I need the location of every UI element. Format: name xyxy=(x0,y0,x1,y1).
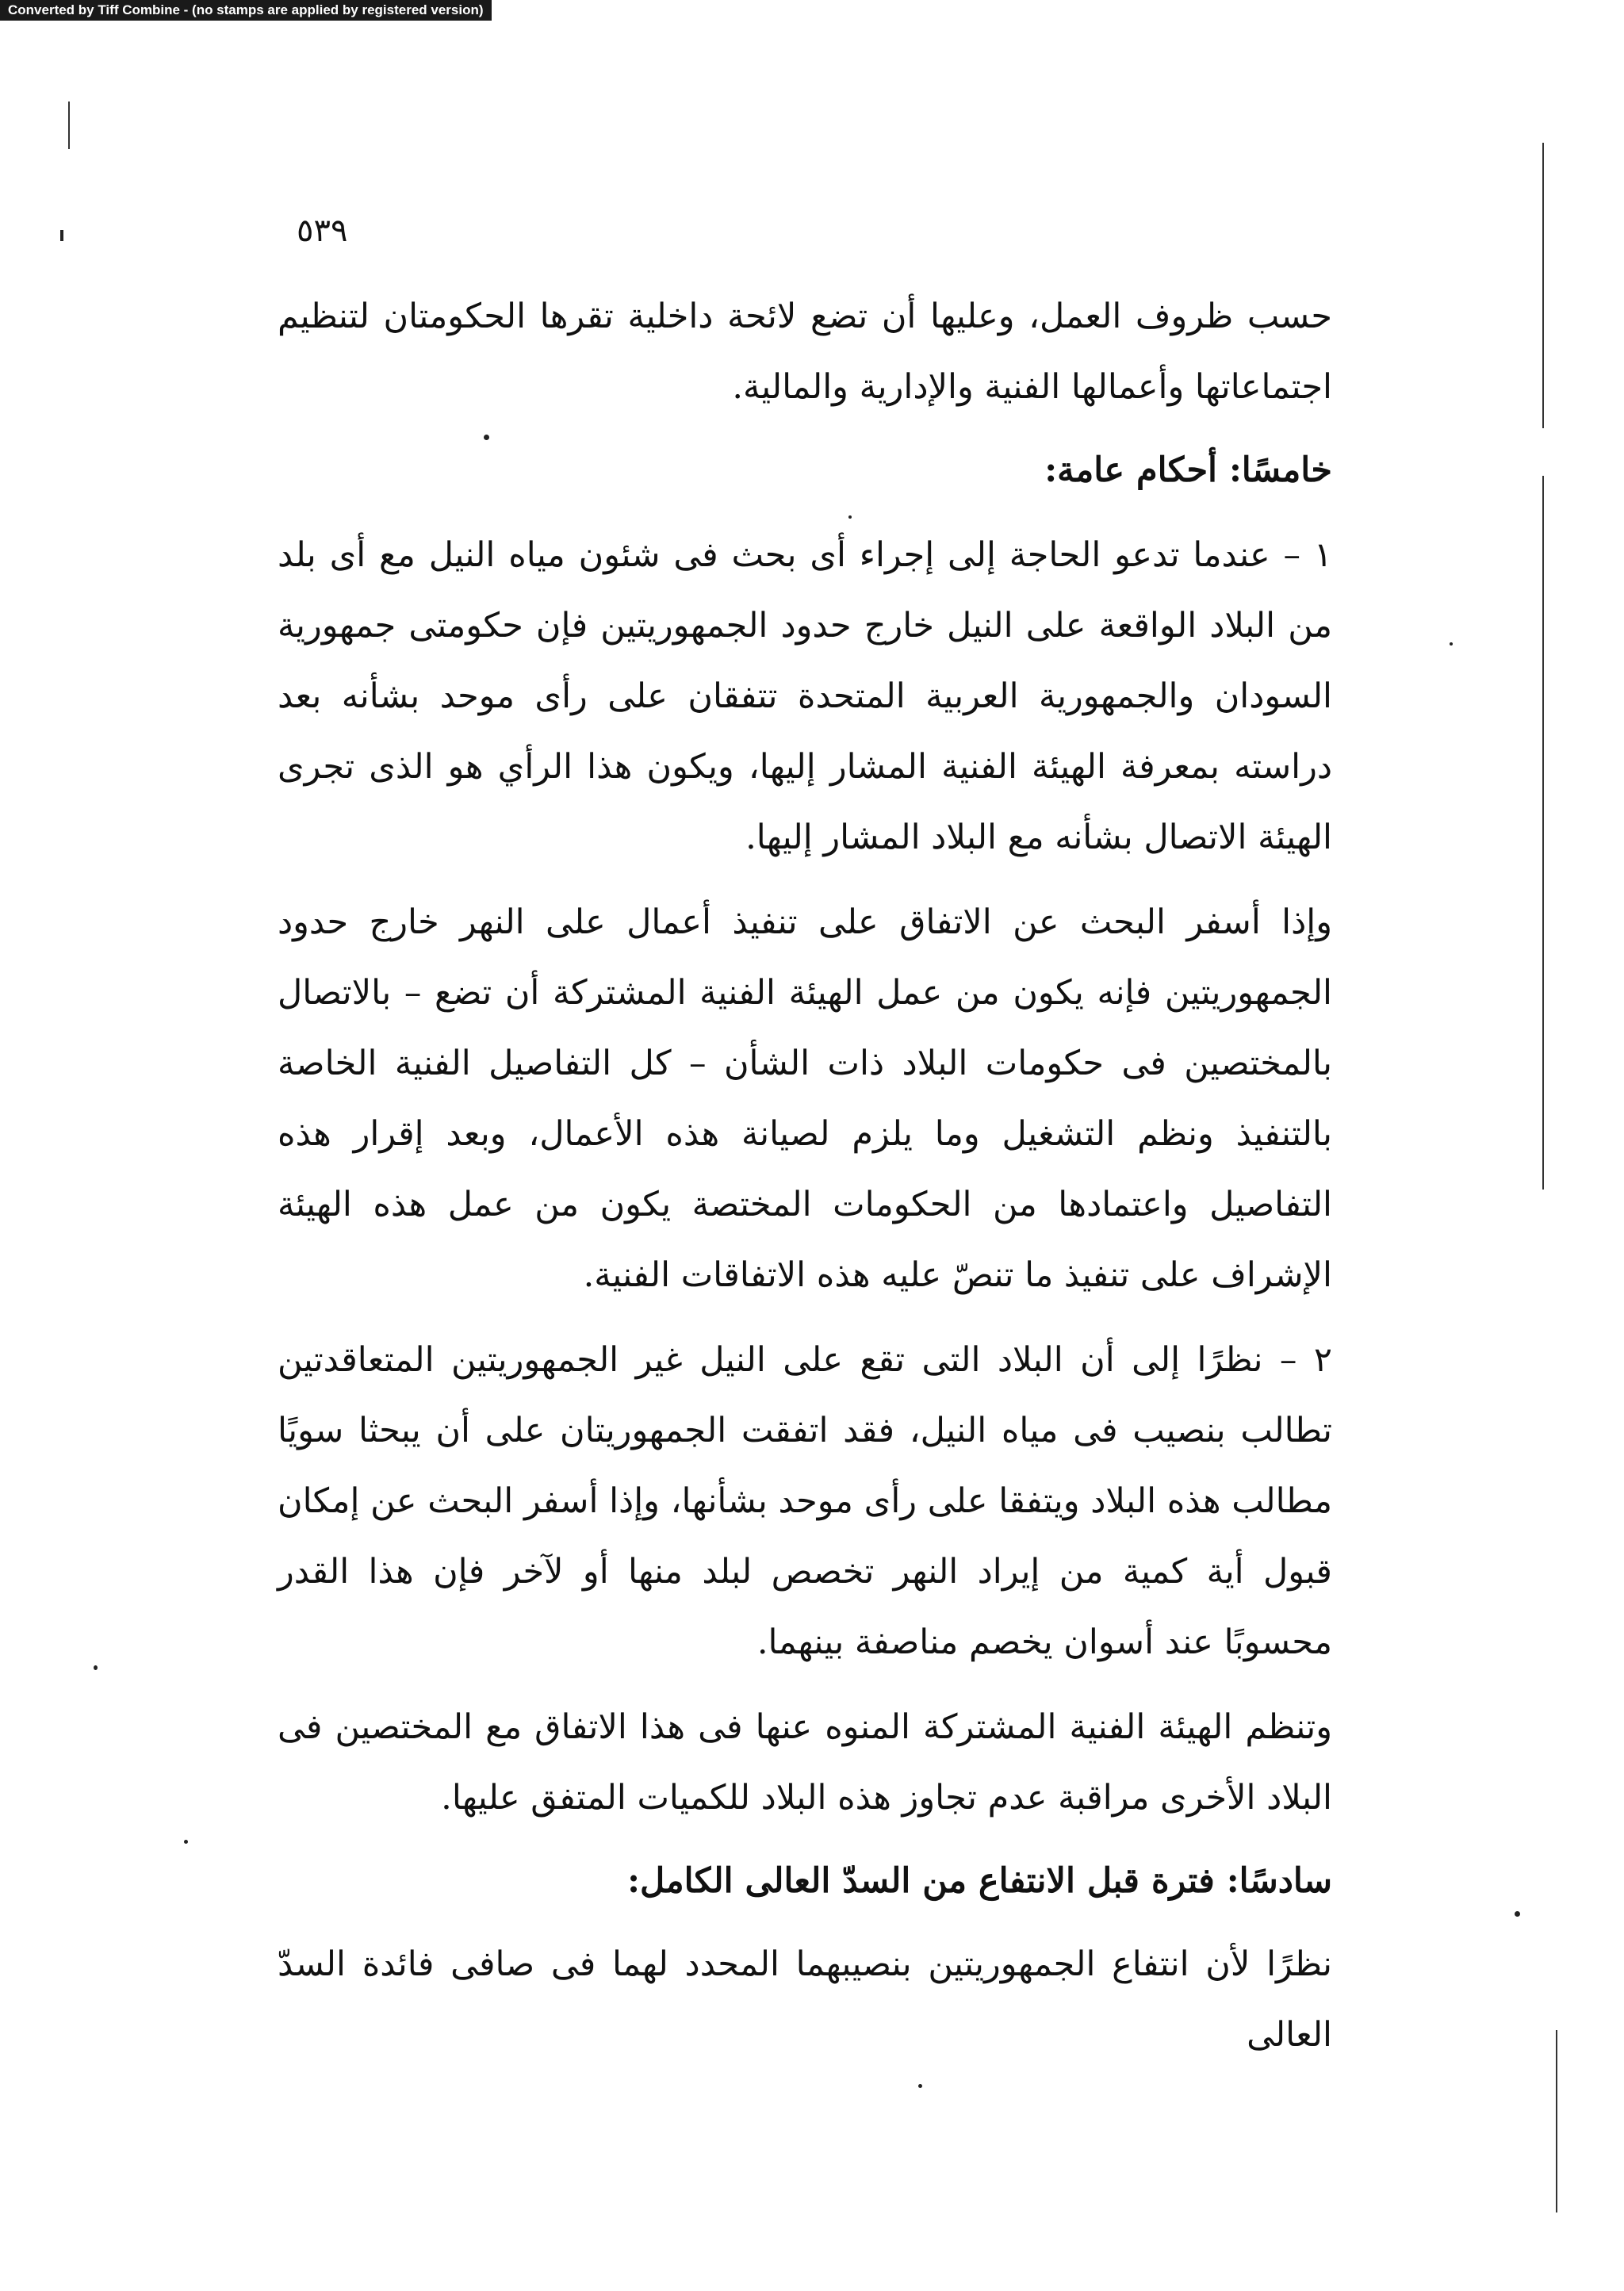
scan-dot xyxy=(848,515,852,519)
scan-dot xyxy=(484,435,489,440)
scan-dot xyxy=(60,230,63,241)
paragraph-final: نظرًا لأن انتفاع الجمهوريتين بنصيبهما المحدد لهما فى صافى فائدة السدّ العالى xyxy=(278,1944,1332,2055)
clause-two: ٢ – نظرًا إلى أن البلاد التى تقع على النيل غير الجمهوريتين المتعاقدتين تطالب بنصيب فى مياه النيل، فقد اتفقت الجمهوريتان على أن يبحثا سويًا مطالب هذه البلاد ويتفقا على رأى موحد بشأنها، وإذا أسفر البحث عن إمكان قبول أية كمية من إيراد النهر تخصص لبلد منها أو لآخر فإن هذا القدر محسوبًا عند أسوان يخصم مناصفة بينهما. xyxy=(278,1340,1332,1662)
scan-dot xyxy=(1515,1911,1520,1917)
paragraph-intro: حسب ظروف العمل، وعليها أن تضع لائحة داخلية تقرها الحكومتان لتنظيم اجتماعاتها وأعمالها الفنية والإدارية والمالية. xyxy=(278,297,1332,407)
scan-edge-line-right-mid xyxy=(1542,476,1544,1190)
clause-one-continued: وإذا أسفر البحث عن الاتفاق على تنفيذ أعمال على النهر خارج حدود الجمهوريتين فإنه يكون من عمل الهيئة الفنية المشتركة أن تضع – بالاتصال بالمختصين فى حكومات البلاد ذات الشأن – كل التفاصيل الفنية الخاصة بالتنفيذ ونظم التشغيل وما يلزم لصيانة هذه الأعمال، وبعد إقرار هذه التفاصيل واعتمادها من الحكومات المختصة يكون من عمل هذه الهيئة الإشراف على تنفيذ ما تنصّ عليه هذه الاتفاقات الفنية. xyxy=(278,902,1332,1295)
clause-two-continued: وتنظم الهيئة الفنية المشتركة المنوه عنها فى هذا الاتفاق مع المختصين فى البلاد الأخرى مراقبة عدم تجاوز هذه البلاد للكميات المتفق عليها. xyxy=(278,1707,1332,1818)
scan-edge-line-right-bottom xyxy=(1556,2030,1557,2212)
scan-dot xyxy=(918,2084,922,2088)
scan-edge-line-right-top xyxy=(1542,143,1544,428)
scan-dot xyxy=(94,1665,98,1670)
scan-dot xyxy=(184,1840,188,1844)
scan-dot xyxy=(1450,642,1453,646)
scan-edge-line-left xyxy=(68,102,70,149)
clause-one: ١ – عندما تدعو الحاجة إلى إجراء أى بحث فى شئون مياه النيل مع أى بلد من البلاد الواقعة على النيل خارج حدود الجمهوريتين فإن حكومتى جمهورية السودان والجمهورية العربية المتحدة تتفقان على رأى موحد بشأنه بعد دراسته بمعرفة الهيئة الفنية المشار إليها، ويكون هذا الرأي هو الذى تجرى الهيئة الاتصال بشأنه مع البلاد المشار إليها. xyxy=(278,535,1332,857)
section-heading-fifth: خامسًا: أحكام عامة: xyxy=(1044,450,1332,490)
section-heading-sixth: سادسًا: فترة قبل الانتفاع من السدّ العالى الكامل: xyxy=(627,1861,1332,1901)
document-body xyxy=(278,282,1332,2071)
page-number: ٥٣٩ xyxy=(297,213,348,249)
converter-watermark: Converted by Tiff Combine - (no stamps are applied by registered version) xyxy=(0,0,492,21)
